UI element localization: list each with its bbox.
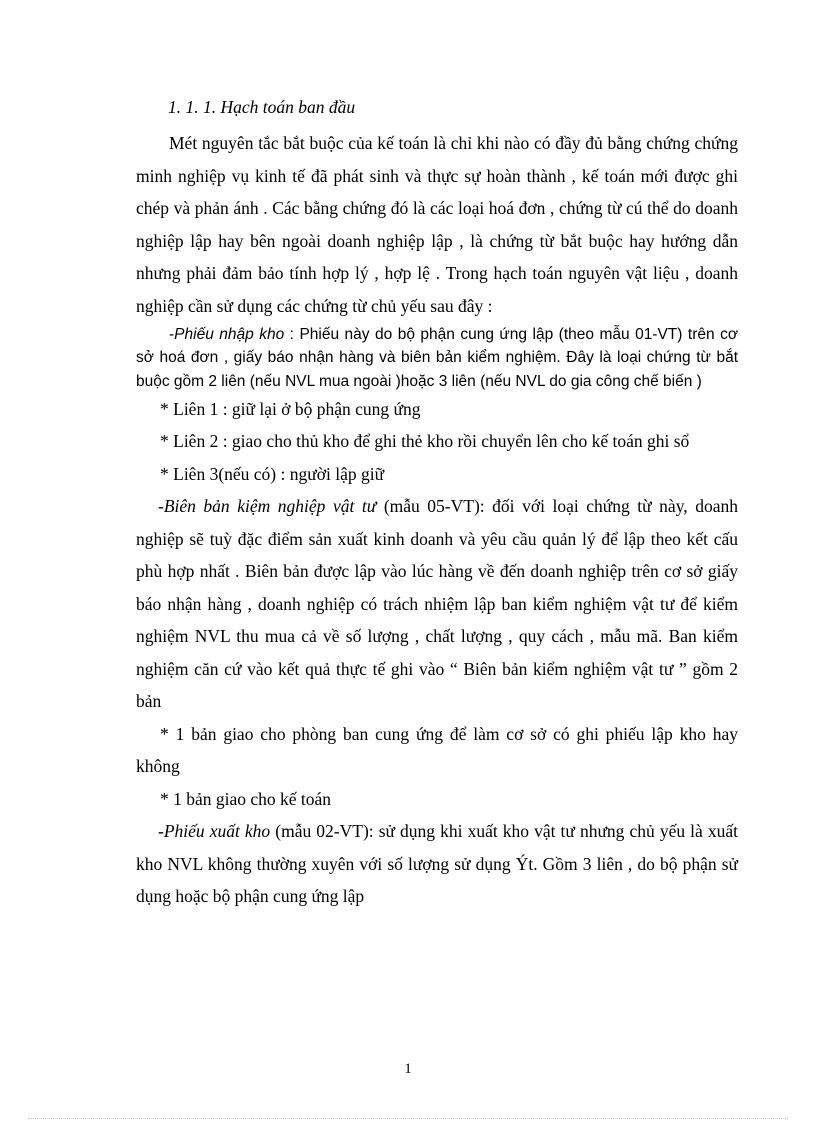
phieu-xuat-prefix: - — [158, 821, 164, 842]
intro-paragraph: Mét nguyên tắc bắt buộc của kế toán là chỉ khi nào có đầy đủ bằng chứng chứng minh nghiệp vụ kinh tế đã phát sinh và thực sự hoàn thành , kế toán mới được ghi chép và phản ánh . Các bằng chứng đó là các loại hoá đơn , chứng từ cú thể do doanh nghiệp lập hay bên ngoài doanh nghiệp lập , là chứng từ bắt buộc hay hướng dẫn nhưng phải đảm bảo tính hợp lý , hợp lệ . Trong hạch toán nguyên vật liệu , doanh nghiệp cần sử dụng các chứng từ chủ yếu sau đây : — [136, 133, 738, 316]
phieu-nhap-prefix: - — [169, 326, 175, 343]
bien-ban-paragraph — [136, 490, 738, 718]
bien-ban-text: (mẫu 05-VT): đối với loại chứng từ này, doanh nghiệp sẽ tuỳ đặc điểm sản xuất kinh doanh và yêu cầu quản lý để lập theo kết cấu phù hợp nhất . Biên bản được lập vào lúc hàng về đến doanh nghiệp trên cơ sở giấy báo nhận hàng , doanh nghiệp có trách nhiệm lập ban kiểm nghiệm vật tư để kiểm nghiệm NVL thu mua cả về số lượng , chất lượng , quy cách , mẫu mã. Ban kiểm nghiệm căn cứ vào kết quả thực tế ghi vào “ Biên bản kiểm nghiệm vật tư ” gồm 2 bản — [136, 496, 738, 712]
ban-1-item: * 1 bản giao cho phòng ban cung ứng để làm cơ sở có ghi phiếu lập kho hay không — [136, 723, 738, 777]
phieu-xuat-kho-paragraph — [136, 815, 738, 913]
phieu-nhap-text: : Phiếu này do bộ phận cung ứng lập (theo mẫu 01-VT) trên cơ sở hoá đơn , giấy báo nhận hàng và biên bản kiểm nghiệm. Đây là loại chứng từ bắt buộc gồm 2 liên (nếu NVL mua ngoài )hoặc 3 liên (nếu NVL do gia công chế biến ) — [136, 326, 738, 390]
phieu-nhap-kho-paragraph — [136, 323, 738, 393]
page-number: 1 — [404, 1061, 412, 1077]
section-heading: 1. 1. 1. Hạch toán ban đầu — [168, 97, 356, 117]
bien-ban-prefix: - — [158, 496, 164, 517]
lien-1-item: * Liên 1 : giữ lại ở bộ phận cung ứng — [160, 398, 421, 419]
lien-3-item: * Liên 3(nếu có) : người lập giữ — [160, 463, 385, 484]
page-content — [136, 94, 738, 913]
phieu-nhap-title: Phiếu nhập kho — [174, 326, 285, 343]
footer-divider — [28, 1118, 788, 1119]
ban-2-item: * 1 bản giao cho kế toán — [160, 788, 332, 809]
phieu-xuat-title: Phiếu xuất kho — [163, 821, 271, 842]
lien-2-item: * Liên 2 : giao cho thủ kho để ghi thẻ kho rồi chuyển lên cho kế toán ghi sổ — [160, 431, 690, 452]
phieu-xuat-text: (mẫu 02-VT): sử dụng khi xuất kho vật tư nhưng chủ yếu là xuất kho NVL không thường xuyên với số lượng sử dụng Ýt. Gồm 3 liên , do bộ phận sử dụng hoặc bộ phận cung ứng lập — [136, 821, 739, 907]
bien-ban-title: Biên bản kiệm nghiệp vật tư — [163, 496, 377, 517]
